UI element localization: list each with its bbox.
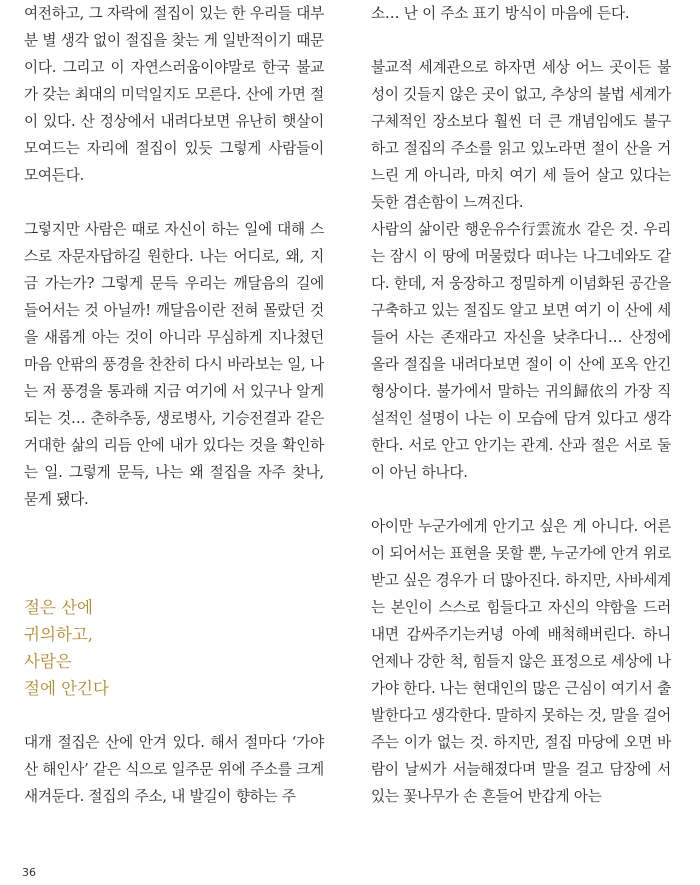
right-paragraph-2: 불교적 세계관으로 하자면 세상 어느 곳이든 불성이 깃들지 않은 곳이 없고, 추상의 불법 세계가 구체적인 장소보다 훨씬 더 큰 개념임에도 불구하고 절집의 주소를 읽고 있노라면 절이 산을 거느린 게 아니라, 마치 여기 세 들어 살고 있다는 듯한 겸손함이 느껴진다. <box>371 59 671 211</box>
pull-quote-line-3: 사람은 <box>24 652 72 671</box>
right-paragraph-1: 소… 난 이 주소 표기 방식이 마음에 든다. <box>371 5 630 22</box>
left-paragraph-3: 대개 절집은 산에 안겨 있다. 해서 절마다 ‘가야산 해인사’ 같은 식으로 일주문 위에 주소를 크게 새겨둔다. 절집의 주소, 내 발길이 향하는 주 <box>24 734 324 805</box>
left-column <box>24 0 324 810</box>
left-paragraph-2: 그렇지만 사람은 때로 자신이 하는 일에 대해 스스로 자문자답하길 원한다. 나는 어디로, 왜, 지금 가는가? 그렇게 문득 우리는 깨달음의 길에 들어서는 것 아닐까! 깨달음이란 전혀 몰랐던 것을 새롭게 아는 것이 아니라 무심하게 지나쳤던 마음 안팎의 풍경을 찬찬히 다시 바라보는 일, 나는 저 풍경을 통과해 지금 여기에 서 있구나 알게 되는 것… 춘하추동, 생로병사, 기승전결과 같은 거대한 삶의 리듬 안에 내가 있다는 것을 확인하는 일. 그렇게 문득, 나는 왜 절집을 자주 찾나, 묻게 됐다. <box>24 221 324 508</box>
right-paragraph-3: 사람의 삶이란 행운유수行雲流水 같은 것. 우리는 잠시 이 땅에 머물렀다 떠나는 나그네와도 같다. 한데, 저 웅장하고 정밀하게 이념화된 공간을 구축하고 있는 절집도 알고 보면 여기 이 산에 세 들어 사는 존재라고 자신을 낮추다니… 산정에 올라 절집을 내려다보면 절이 이 산에 포옥 안긴 형상이다. 불가에서 말하는 귀의歸依의 가장 직설적인 설명이 나는 이 모습에 담겨 있다고 생각한다. 서로 안고 안기는 관계. 산과 절은 서로 둘이 아닌 하나다. <box>371 221 671 481</box>
right-column <box>371 0 671 810</box>
pull-quote-line-2: 귀의하고, <box>24 625 94 644</box>
right-paragraph-4: 아이만 누군가에게 안기고 싶은 게 아니다. 어른이 되어서는 표현을 못할 뿐, 누군가에 안겨 위로받고 싶은 경우가 더 많아진다. 하지만, 사바세계는 본인이 스스로 힘들다고 자신의 약함을 드러내면 감싸주기는커녕 아예 배척해버린다. 하니 언제나 강한 척, 힘들지 않은 표정으로 세상에 나가야 한다. 나는 현대인의 많은 근심이 여기서 출발한다고 생각한다. 말하지 못하는 것, 말을 걸어주는 이가 없는 것. 하지만, 절집 마당에 오면 바람이 날씨가 서늘해졌다며 말을 걸고 담장에 서 있는 꽃나무가 손 흔들어 반갑게 아는 <box>371 518 671 805</box>
left-paragraph-1: 여전하고, 그 자락에 절집이 있는 한 우리들 대부분 별 생각 없이 절집을 찾는 게 일반적이기 때문이다. 그리고 이 자연스러움이야말로 한국 불교가 갖는 최대의 미덕일지도 모른다. 산에 가면 절이 있다. 산 정상에서 내려다보면 유난히 햇살이 모여드는 자리에 절집이 있듯 그렇게 사람들이 모여든다. <box>24 5 324 184</box>
pull-quote-line-4: 절에 안긴다 <box>24 679 109 698</box>
page-number: 36 <box>22 866 36 879</box>
pull-quote-line-1: 절은 산에 <box>24 598 94 617</box>
